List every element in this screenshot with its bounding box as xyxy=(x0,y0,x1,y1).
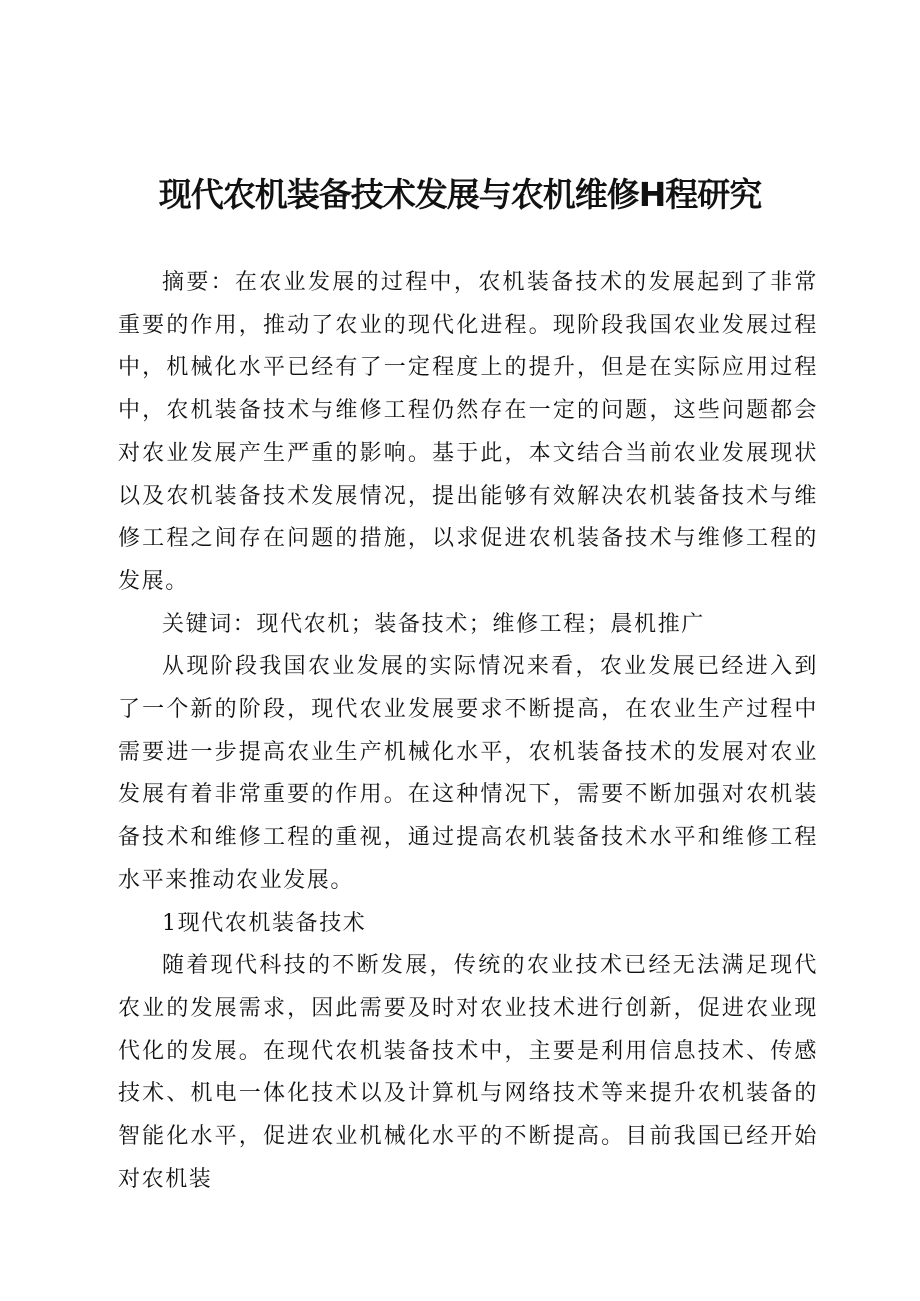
document-body xyxy=(118,262,818,1201)
document-title: 现代农机装备技术发展与农机维修H程研究 xyxy=(158,175,762,214)
keywords-line: 关键词：现代农机；装备技术；维修工程；晨机推广 xyxy=(162,611,705,637)
section-1-paragraph: 随着现代科技的不断发展，传统的农业技术已经无法满足现代农业的发展需求，因此需要及时对农业技术进行创新，促进农业现代化的发展。在现代农机装备技术中，主要是利用信息技术、传感技术、机电一体化技术以及计算机与网络技术等来提升农机装备的智能化水平，促进农业机械化水平的不断提高。目前我国已经开始对农机装 xyxy=(118,953,818,1192)
section-1-heading: 1现代农机装备技术 xyxy=(162,910,367,936)
intro-paragraph: 从现阶段我国农业发展的实际情况来看，农业发展已经进入到了一个新的阶段，现代农业发展要求不断提高，在农业生产过程中需要进一步提高农业生产机械化水平，农机装备技术的发展对农业发展有着非常重要的作用。在这种情况下，需要不断加强对农机装备技术和维修工程的重视，通过提高农机装备技术水平和维修工程水平来推动农业发展。 xyxy=(118,654,818,893)
abstract-paragraph: 摘要：在农业发展的过程中，农机装备技术的发展起到了非常重要的作用，推动了农业的现代化进程。现阶段我国农业发展过程中，机械化水平已经有了一定程度上的提升，但是在实际应用过程中，农机装备技术与维修工程仍然存在一定的问题，这些问题都会对农业发展产生严重的影响。基于此，本文结合当前农业发展现状以及农机装备技术发展情况，提出能够有效解决农机装备技术与维修工程之间存在问题的措施，以求促进农机装备技术与维修工程的发展。 xyxy=(118,270,818,594)
